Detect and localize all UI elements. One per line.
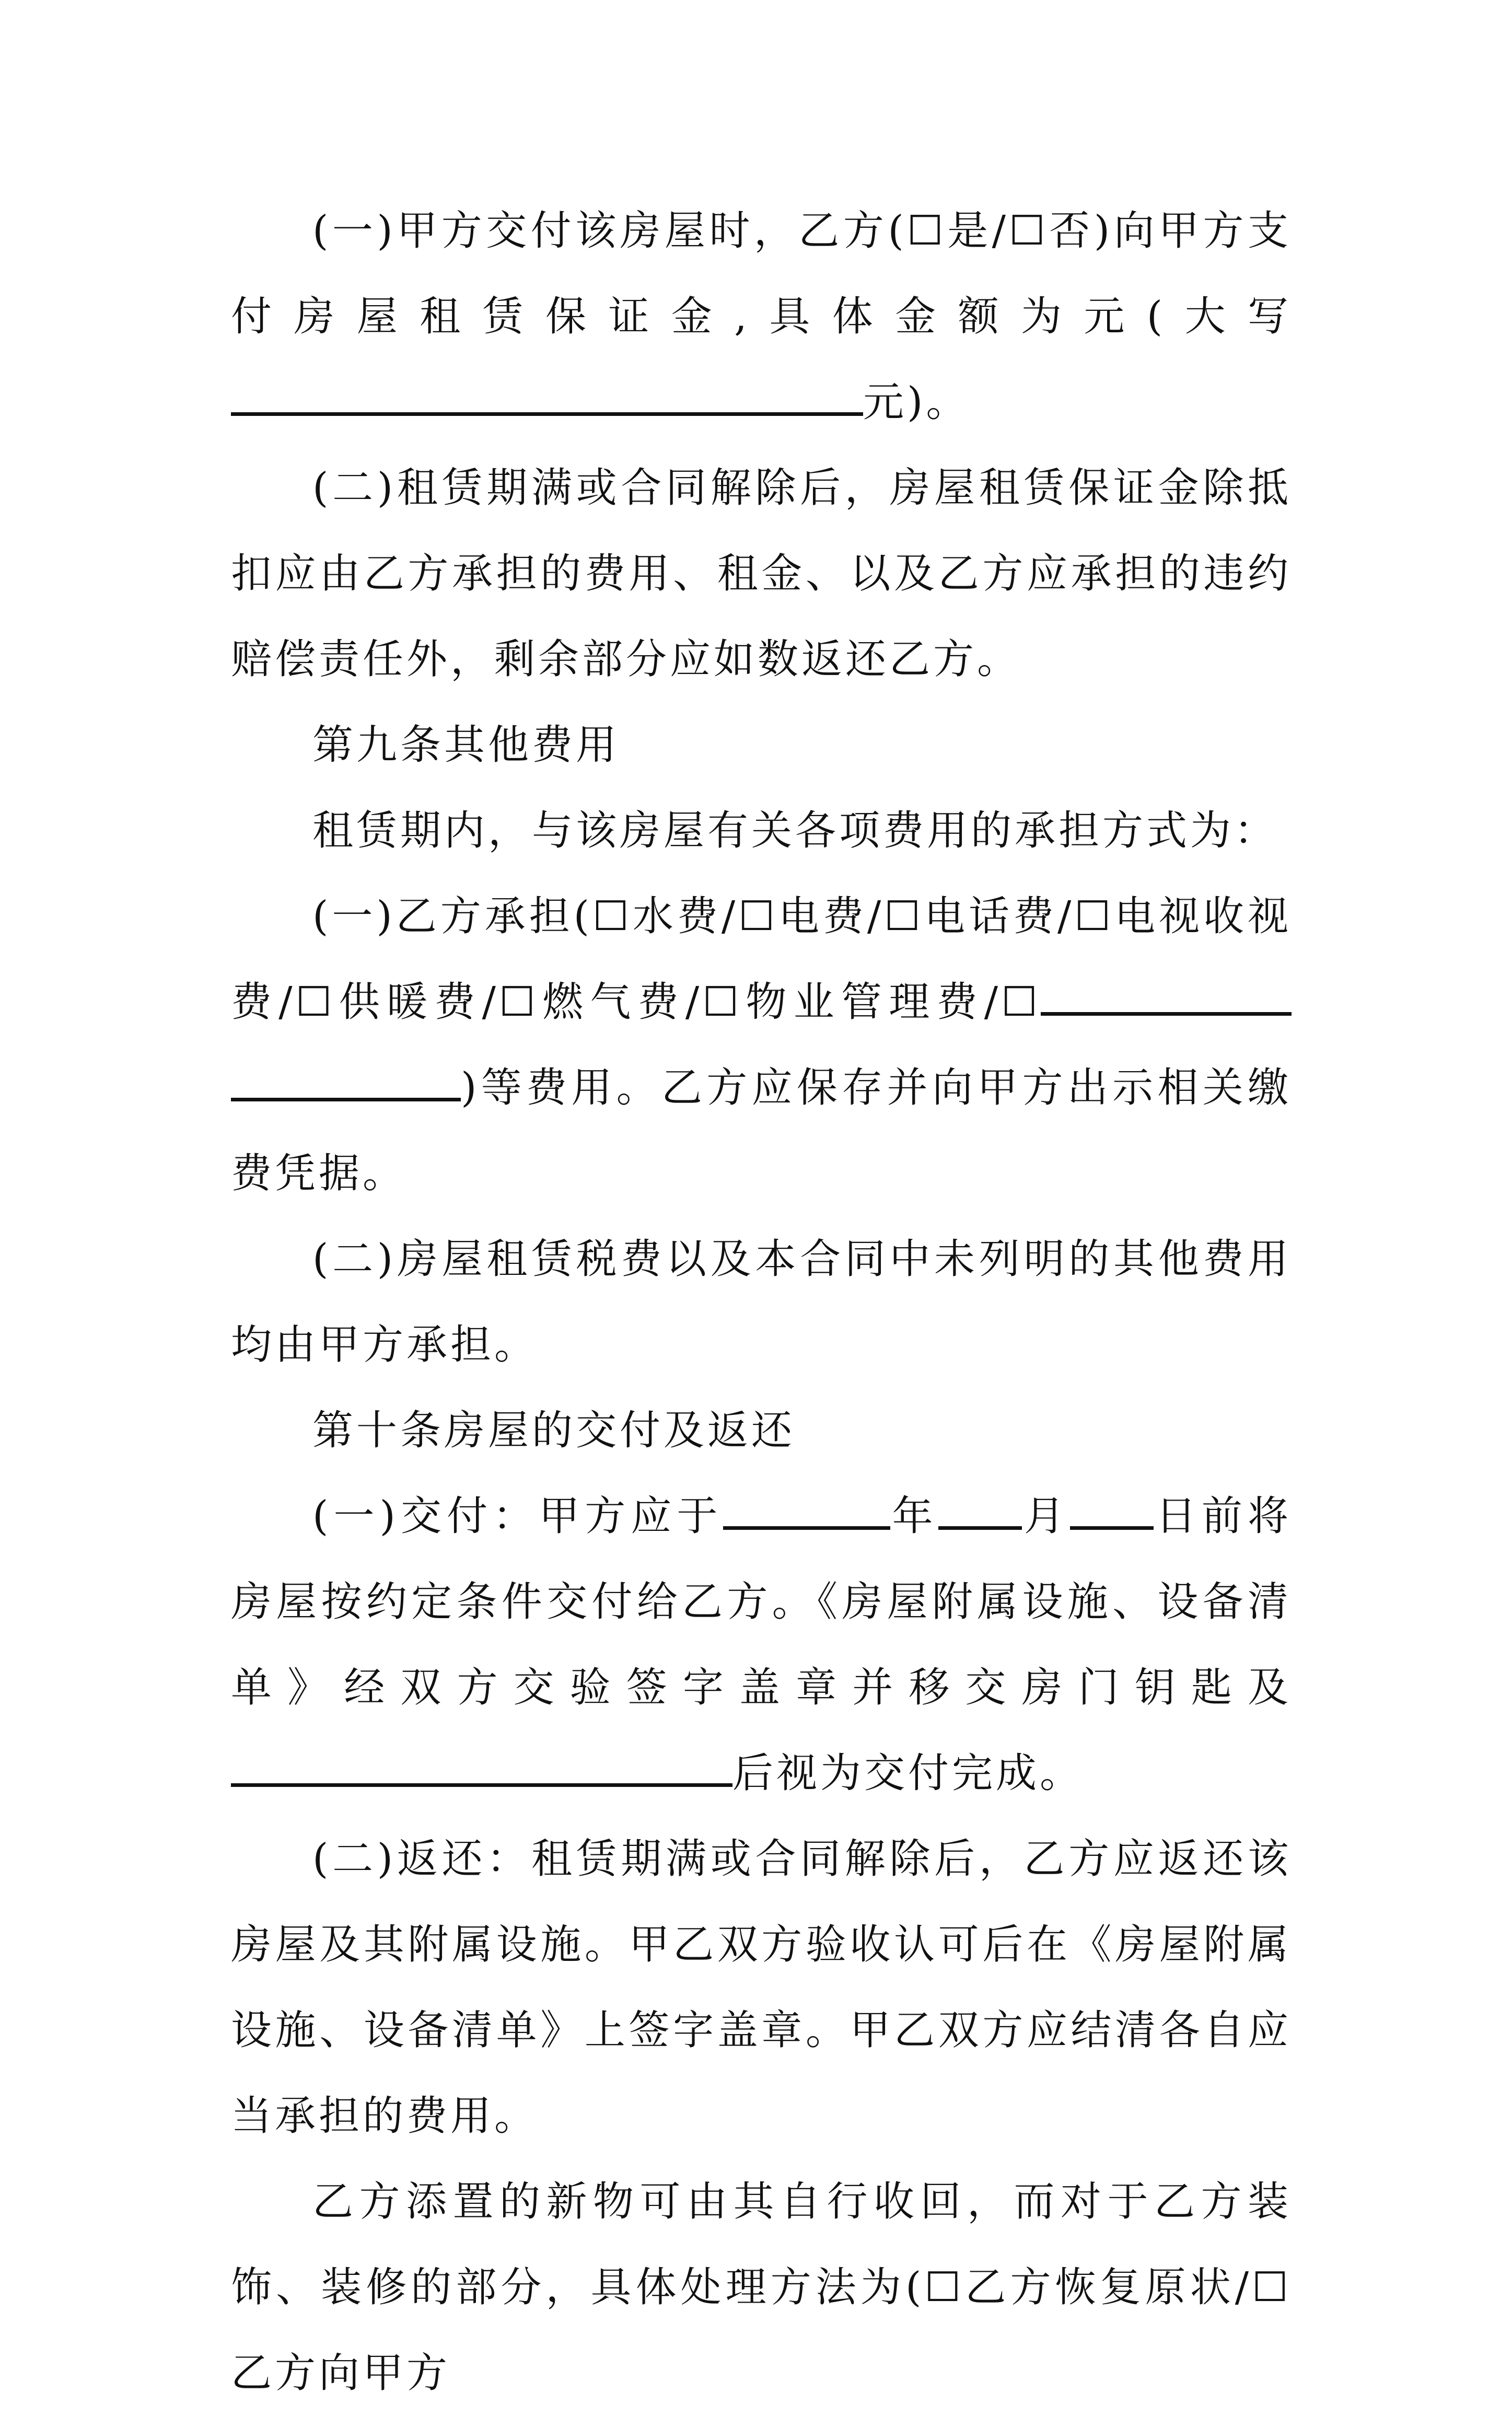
paragraph-fees-tenant [231,874,1292,1216]
fill-blank-other-fee[interactable] [1041,983,1292,1016]
fill-blank-year[interactable] [723,1497,890,1530]
fill-blank-other-fee-cont[interactable] [231,1068,461,1101]
paragraph-text: 后视为交付完成。 [732,1750,1084,1797]
paragraph-delivery [231,1473,1292,1816]
paragraph-deposit-return: (二)租赁期满或合同解除后，房屋租赁保证金除抵扣应由乙方承担的费用、租金、以及乙方应承担的违约赔偿责任外，剩余部分应如数返还乙方。 [231,464,1292,683]
paragraph-text: 元)。 [863,379,970,426]
paragraph-text: 日前将房屋按约定条件交付给乙方。《房屋附属设施、设备清单》经双方交验签字盖章并移交房门钥匙及 [231,1493,1292,1711]
paragraph-text: 年 [890,1493,938,1540]
fill-blank-handover-items-cont[interactable] [649,1754,732,1787]
document-page [231,188,1292,2416]
paragraph-text: (一)甲方交付该房屋时，乙方(☐是/☐否)向甲方支付房屋租赁保证金,具体金额为元(大写 [231,207,1292,340]
paragraph-deposit-payment [231,188,1292,445]
paragraph-text: (一)乙方承担(☐水费/☐电费/☐电话费/☐电视收视费/☐供暖费/☐燃气费/☐物业管理费/☐ [231,893,1292,1026]
paragraph-text: (一)交付：甲方应于 [312,1493,723,1540]
fill-blank-amount-uppercase[interactable] [231,383,633,416]
paragraph-fees-intro: 租赁期内，与该房屋有关各项费用的承担方式为： [312,807,1278,854]
paragraph-text: )等费用。乙方应保存并向甲方出示相关缴费凭据。 [231,1064,1292,1197]
paragraph-return: (二)返还：租赁期满或合同解除后，乙方应返还该房屋及其附属设施。甲乙双方验收认可后在《房屋附属设施、设备清单》上签字盖章。甲乙双方应结清各自应当承担的费用。 [231,1836,1292,2140]
article-9-heading: 第九条其他费用 [312,722,620,769]
paragraph-fees-landlord: (二)房屋租赁税费以及本合同中未列明的其他费用均由甲方承担。 [231,1236,1292,1368]
fill-blank-handover-items[interactable] [231,1754,649,1787]
fill-blank-day[interactable] [1070,1497,1154,1530]
fill-blank-amount-uppercase-cont[interactable] [633,383,863,416]
fill-blank-month[interactable] [938,1497,1022,1530]
paragraph-text: 月 [1021,1493,1070,1540]
article-10-heading: 第十条房屋的交付及返还 [312,1407,796,1454]
paragraph-renovation: 乙方添置的新物可由其自行收回，而对于乙方装饰、装修的部分，具体处理方法为(☐乙方恢复原状/☐乙方向甲方 [231,2178,1292,2397]
